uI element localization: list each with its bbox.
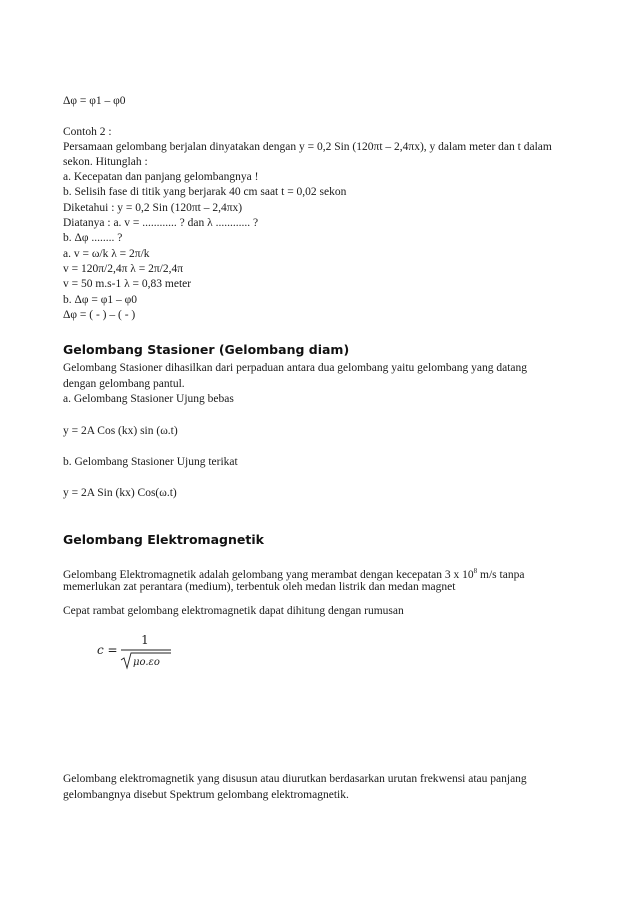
section-heading-stasioner: Gelombang Stasioner (Gelombang diam) bbox=[63, 342, 350, 357]
example-text-line: a. v = ω/k λ = 2π/k bbox=[63, 248, 150, 260]
formula-numerator: 1 bbox=[141, 633, 149, 647]
phase-difference-formula: Δφ = φ1 – φ0 bbox=[63, 95, 126, 107]
example-text-line: v = 120π/2,4π λ = 2π/2,4π bbox=[63, 263, 184, 275]
exponent: 8 bbox=[473, 567, 478, 575]
speed-of-light-formula bbox=[95, 632, 175, 672]
example-text-line: a. Kecepatan dan panjang gelombangnya ! bbox=[63, 171, 259, 183]
paragraph-line: b. Gelombang Stasioner Ujung terikat bbox=[63, 456, 238, 468]
formula-denominator: μo.εo bbox=[133, 657, 160, 668]
paragraph-text: m/s tanpa bbox=[477, 568, 525, 581]
example-text-line: Persamaan gelombang berjalan dinyatakan dengan y = 0,2 Sin (120πt – 2,4πx), y dalam meter dan t dalam bbox=[63, 141, 552, 153]
paragraph-line: dengan gelombang pantul. bbox=[63, 378, 185, 390]
example-text-line: b. Δφ = φ1 – φ0 bbox=[63, 294, 138, 306]
formula-fixed-end: y = 2A Sin (kx) Cos(ω.t) bbox=[63, 487, 177, 499]
paragraph-line: Gelombang Stasioner dihasilkan dari perpaduan antara dua gelombang yaitu gelombang yang datang bbox=[63, 362, 528, 374]
formula-free-end: y = 2A Cos (kx) sin (ω.t) bbox=[63, 425, 178, 437]
paragraph-text: Gelombang Elektromagnetik adalah gelombang yang merambat dengan kecepatan 3 x 10 bbox=[63, 568, 474, 581]
example-title: Contoh 2 : bbox=[63, 126, 112, 138]
paragraph-line: gelombangnya disebut Spektrum gelombang elektromagnetik. bbox=[63, 789, 349, 801]
example-text-line: Δφ = ( - ) – ( - ) bbox=[63, 309, 136, 321]
paragraph-line: memerlukan zat perantara (medium), terbentuk oleh medan listrik dan medan magnet bbox=[63, 581, 456, 593]
example-text-line: Diatanya : a. v = ............ ? dan λ ............ ? bbox=[63, 217, 259, 229]
paragraph-line: Gelombang elektromagnetik yang disusun atau diurutkan berdasarkan urutan frekwensi atau panjang bbox=[63, 773, 527, 785]
example-text-line: Diketahui : y = 0,2 Sin (120πt – 2,4πx) bbox=[63, 202, 243, 214]
example-text-line: v = 50 m.s-1 λ = 0,83 meter bbox=[63, 278, 192, 290]
section-heading-elektromagnetik: Gelombang Elektromagnetik bbox=[63, 532, 264, 547]
example-text-line: sekon. Hitunglah : bbox=[63, 156, 148, 168]
paragraph-line: Cepat rambat gelombang elektromagnetik dapat dihitung dengan rumusan bbox=[63, 605, 404, 617]
formula-lhs: c = bbox=[97, 643, 118, 657]
paragraph-line: a. Gelombang Stasioner Ujung bebas bbox=[63, 393, 234, 405]
example-text-line: b. Selisih fase di titik yang berjarak 40 cm saat t = 0,02 sekon bbox=[63, 186, 347, 198]
example-text-line: b. Δφ ........ ? bbox=[63, 232, 123, 244]
